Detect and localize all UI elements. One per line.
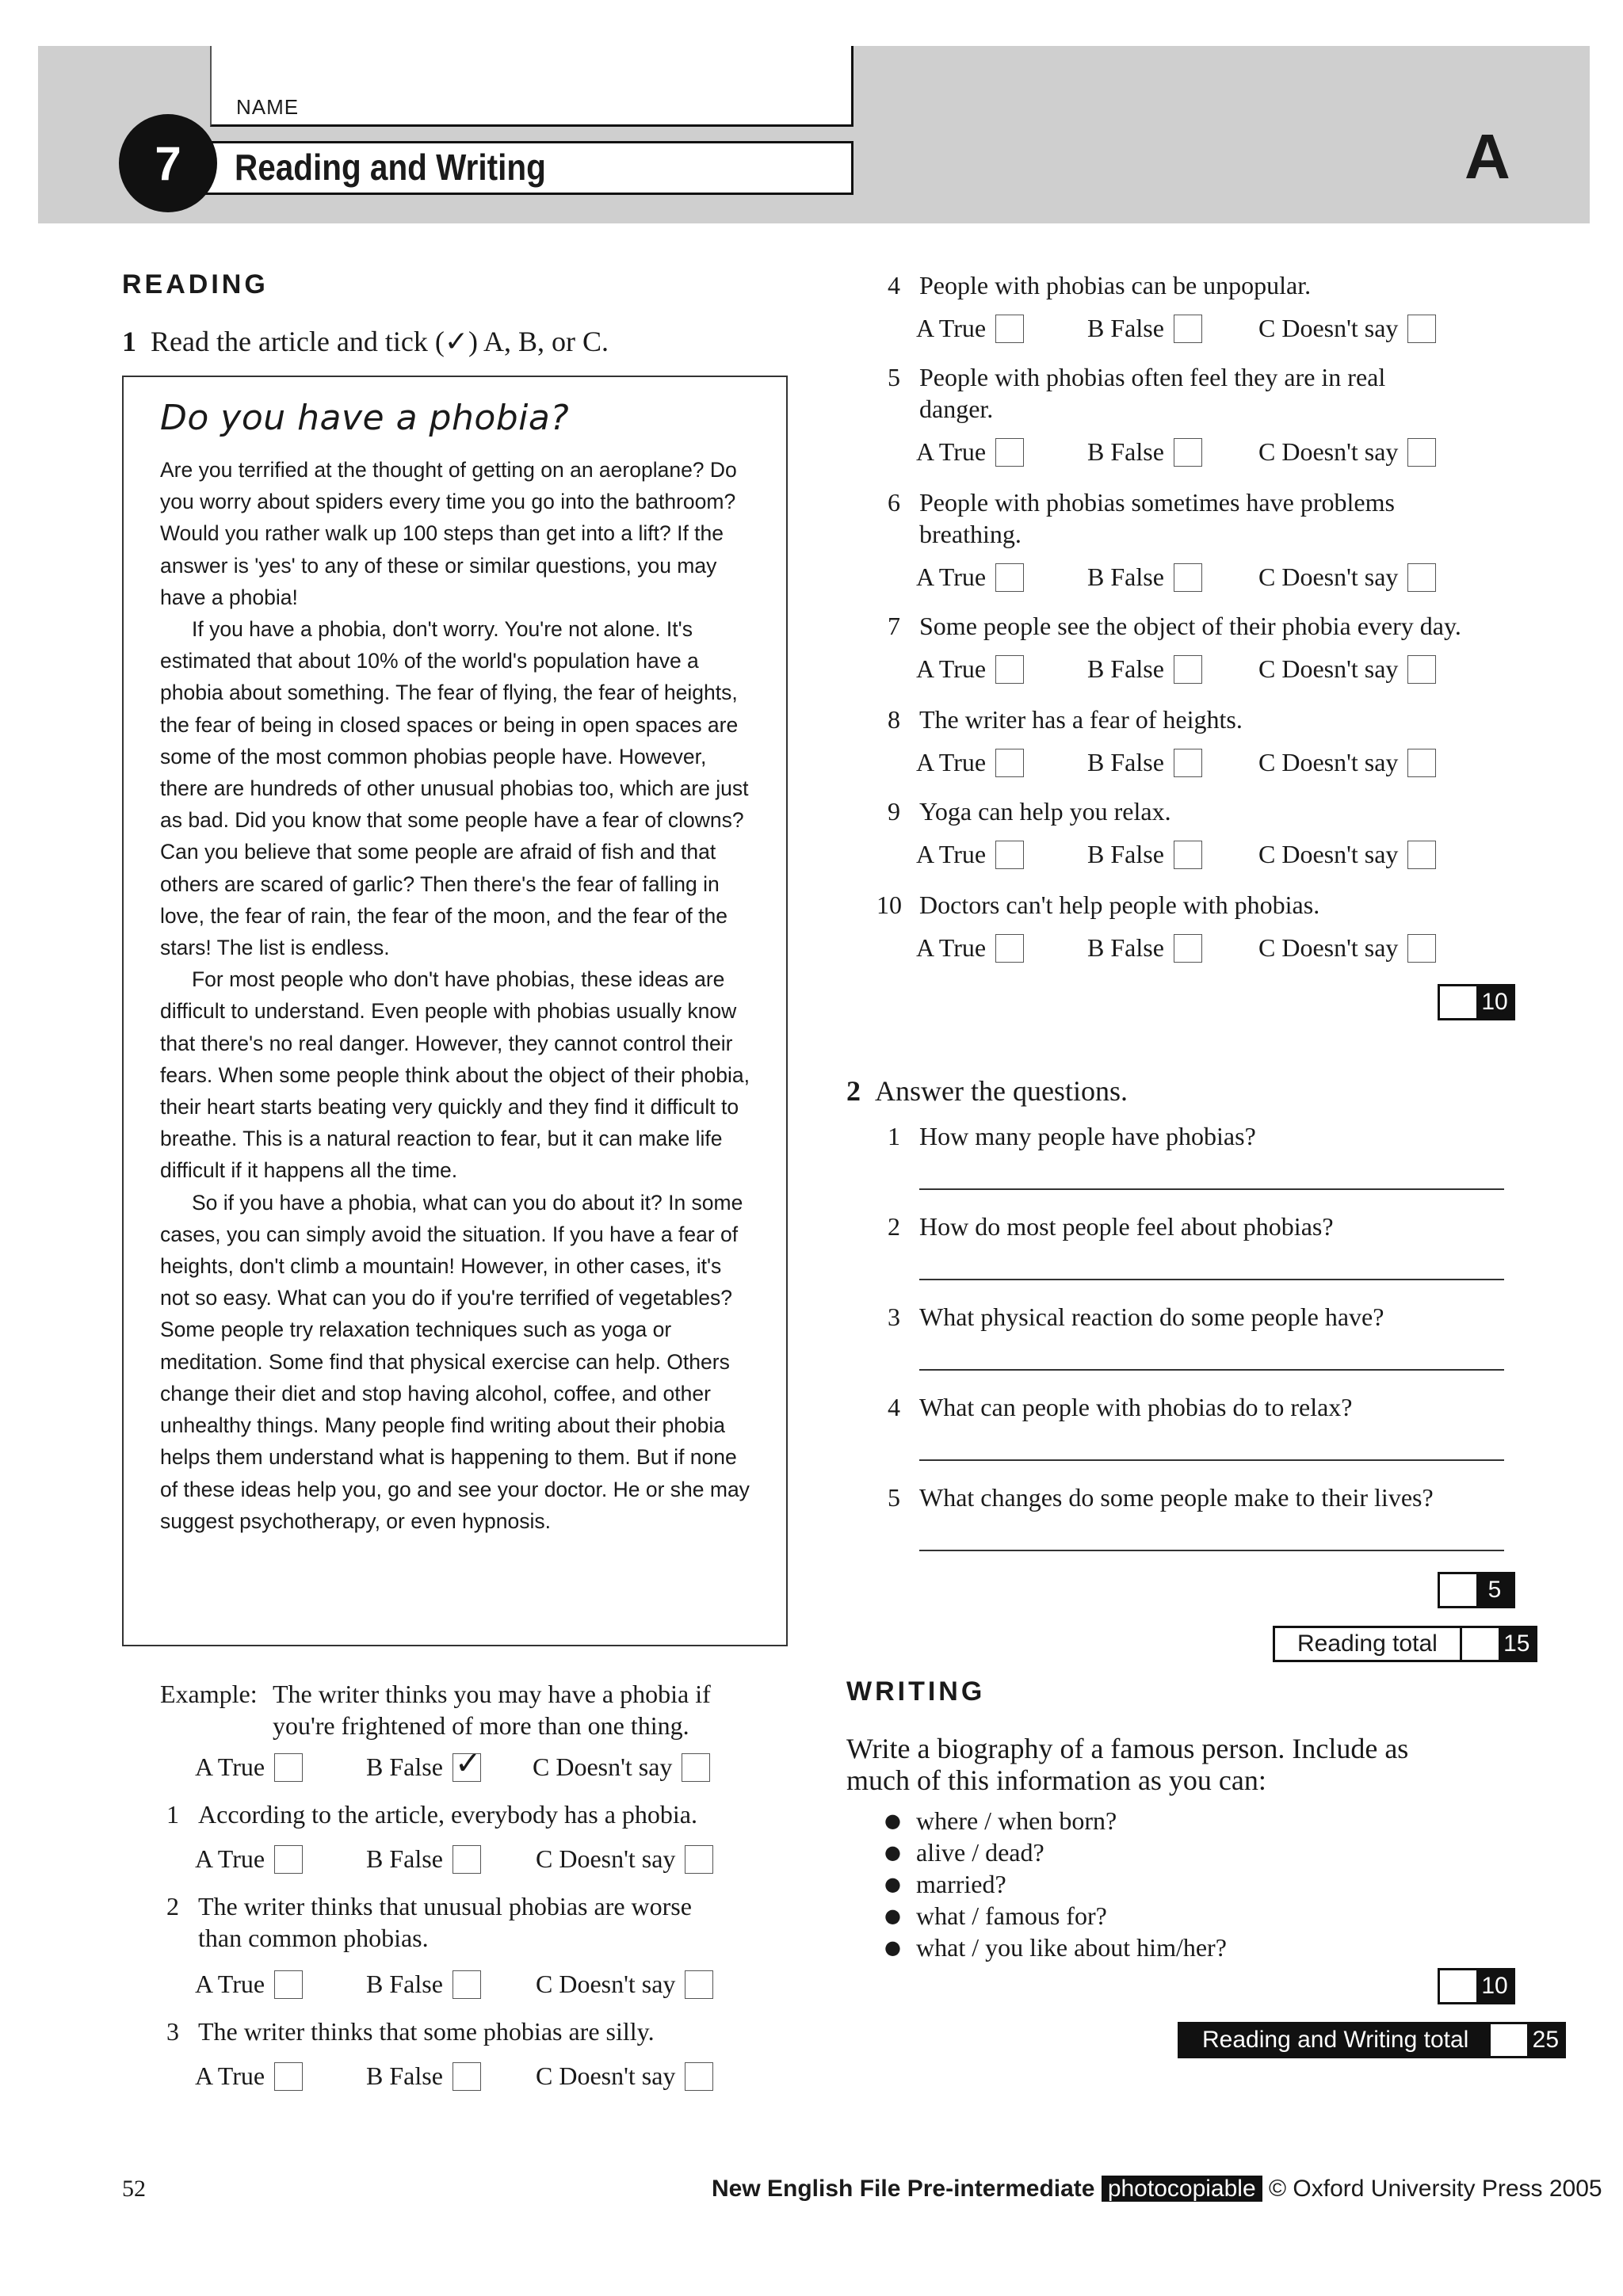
option-label: A True	[916, 840, 987, 868]
question-text: People with phobias sometimes have problems	[919, 488, 1395, 517]
checkbox-doesnt-say[interactable]	[1407, 749, 1436, 777]
option-a	[916, 748, 1024, 777]
option-label: A True	[916, 933, 987, 962]
checkbox-false[interactable]	[1174, 655, 1202, 684]
question-number: 5	[888, 363, 900, 391]
writing-heading: WRITING	[846, 1676, 986, 1707]
option-label: A True	[916, 437, 987, 466]
option-label: C Doesn't say	[1258, 933, 1399, 962]
option-a	[195, 1844, 303, 1874]
checkbox-doesnt-say[interactable]	[682, 1753, 710, 1782]
checkbox-doesnt-say[interactable]	[685, 1970, 713, 1999]
checkbox-false[interactable]	[453, 1970, 481, 1999]
question-number: 4	[888, 271, 900, 299]
exercise-2-score-box	[1438, 1572, 1515, 1608]
question-text: How do most people feel about phobias?	[919, 1212, 1334, 1241]
answer-line[interactable]	[919, 1459, 1504, 1461]
option-b	[1087, 437, 1202, 467]
option-label: A True	[916, 563, 987, 591]
question-number: 4	[888, 1393, 900, 1421]
option-label: C Doesn't say	[1258, 437, 1399, 466]
option-b	[1087, 840, 1202, 869]
question-number: 3	[888, 1302, 900, 1331]
article-paragraph: For most people who don't have phobias, these ideas are difficult to understand. Even people with phobias usually know that there's no real danger. However, they cannot control their fears. When some people think about the object of their phobia, their heart starts beating very quickly and they find it difficult to breathe. This is a natural reaction to fear, but it can make life difficult if it happens all the time.	[160, 967, 750, 1183]
question-text: breathing.	[919, 520, 1022, 548]
instruction-text: Answer the questions.	[875, 1075, 1128, 1107]
option-label: C Doesn't say	[1258, 563, 1399, 591]
question-text: The writer has a fear of heights.	[919, 705, 1243, 734]
option-a	[916, 654, 1024, 684]
option-c	[536, 1970, 713, 1999]
option-c	[1258, 437, 1436, 467]
option-a	[195, 1970, 303, 1999]
answer-line[interactable]	[919, 1279, 1504, 1280]
writing-score-box	[1438, 1968, 1515, 2004]
question-text: The writer thinks that unusual phobias are worse	[198, 1892, 692, 1920]
option-label: A True	[916, 748, 987, 776]
book-title: New English File	[712, 2176, 901, 2202]
reading-total-box	[1273, 1626, 1537, 1662]
option-a	[916, 840, 1024, 869]
score-entry[interactable]	[1440, 1574, 1476, 1606]
checkbox-false[interactable]	[1174, 841, 1202, 869]
checkbox-true[interactable]	[274, 1845, 303, 1874]
option-label: B False	[1087, 654, 1164, 683]
photocopiable-badge: photocopiable	[1102, 2176, 1262, 2202]
question-text: Doctors can't help people with phobias.	[919, 891, 1320, 919]
checkbox-true[interactable]	[995, 934, 1024, 963]
list-item: ● alive / dead?	[884, 1836, 1227, 1868]
question-text: How many people have phobias?	[919, 1122, 1256, 1150]
overall-total-score: 25	[1527, 2024, 1564, 2056]
checkbox-doesnt-say[interactable]	[1407, 438, 1436, 467]
list-item: ● married?	[884, 1868, 1227, 1900]
test-version-letter: A	[1465, 121, 1510, 192]
checkbox-true[interactable]	[995, 655, 1024, 684]
checkbox-false[interactable]	[453, 1745, 482, 1782]
option-a	[916, 437, 1024, 467]
option-label: C Doesn't say	[536, 2061, 676, 2090]
example-text: The writer thinks you may have a phobia if	[273, 1680, 711, 1708]
checkbox-doesnt-say[interactable]	[1407, 563, 1436, 592]
question-number: 7	[888, 612, 900, 640]
checkbox-true[interactable]	[995, 749, 1024, 777]
option-label: C Doesn't say	[1258, 654, 1399, 683]
exercise-number: 1	[122, 326, 136, 357]
name-field-box[interactable]	[210, 46, 854, 127]
checkbox-true[interactable]	[274, 1753, 303, 1782]
score-entry[interactable]	[1440, 1970, 1476, 2002]
question-number: 9	[888, 797, 900, 826]
option-b	[1087, 748, 1202, 777]
option-b	[366, 1745, 482, 1782]
checkbox-false[interactable]	[1174, 934, 1202, 963]
option-label: B False	[366, 1753, 443, 1781]
page-number: 52	[122, 2176, 146, 2202]
checkbox-doesnt-say[interactable]	[1407, 655, 1436, 684]
option-label: A True	[916, 654, 987, 683]
overall-total-box	[1178, 2022, 1566, 2058]
writing-instruction-line-1: Write a biography of a famous person. Include as	[846, 1733, 1409, 1764]
question-number: 2	[888, 1212, 900, 1241]
question-text: than common phobias.	[198, 1924, 429, 1952]
writing-prompt-list	[884, 1805, 1227, 1963]
question-text: The writer thinks that some phobias are silly.	[198, 2017, 655, 2046]
overall-total-label: Reading and Writing total	[1202, 2027, 1469, 2053]
question-number: 1	[166, 1800, 179, 1829]
answer-line[interactable]	[919, 1369, 1504, 1371]
checkbox-true[interactable]	[274, 2062, 303, 2091]
exercise-1-instruction	[122, 325, 609, 358]
option-label: A True	[195, 1753, 265, 1781]
exercise-number: 2	[846, 1075, 861, 1107]
question-text: Yoga can help you relax.	[919, 797, 1171, 826]
option-c	[1258, 314, 1436, 343]
option-label: B False	[1087, 563, 1164, 591]
answer-line[interactable]	[919, 1550, 1504, 1551]
option-label: C Doesn't say	[533, 1753, 673, 1781]
list-item: ● what / famous for?	[884, 1900, 1227, 1932]
option-label: C Doesn't say	[536, 1844, 676, 1873]
question-number: 2	[166, 1892, 179, 1920]
option-c	[1258, 563, 1436, 592]
option-label: B False	[1087, 840, 1164, 868]
option-b	[366, 1970, 481, 1999]
option-b	[1087, 314, 1202, 343]
checkbox-true[interactable]	[995, 438, 1024, 467]
option-label: C Doesn't say	[1258, 314, 1399, 342]
checkbox-true[interactable]	[274, 1970, 303, 1999]
instruction-text: Read the article and tick (✓) A, B, or C.	[151, 326, 609, 357]
question-text: People with phobias can be unpopular.	[919, 271, 1312, 299]
option-b	[366, 1844, 481, 1874]
article-paragraph: So if you have a phobia, what can you do about it? In some cases, you can simply avoid the situation. If you have a fear of heights, don't climb a mountain! However, in other cases, it's not so easy. What can you do if you're terrified of vegetables? Some people try relaxation techniques such as yoga or meditation. Some find that physical exercise can help. Others change their diet and stop having alcohol, coffee, and other unhealthy things. Many people find writing about their phobia helps them understand what is happening to them. But if none of these ideas help you, go and see your doctor. He or she may suggest psychotherapy, or even hypnosis.	[160, 1190, 750, 1533]
option-label: A True	[916, 314, 987, 342]
option-a	[195, 1753, 303, 1782]
checkbox-false[interactable]	[1174, 315, 1202, 343]
reading-heading: READING	[122, 269, 269, 299]
checkbox-doesnt-say[interactable]	[685, 1845, 713, 1874]
question-text: What changes do some people make to their lives?	[919, 1483, 1434, 1512]
checkbox-doesnt-say[interactable]	[1407, 315, 1436, 343]
option-b	[1087, 563, 1202, 592]
score-entry[interactable]	[1440, 986, 1476, 1018]
score-entry[interactable]	[1491, 2024, 1527, 2056]
option-label: A True	[195, 1844, 265, 1873]
option-label: B False	[1087, 314, 1164, 342]
option-label: B False	[366, 2061, 443, 2090]
check-mark-icon: ✓	[454, 1745, 482, 1782]
option-label: B False	[1087, 748, 1164, 776]
unit-title: Reading and Writing	[235, 147, 546, 188]
article-box	[122, 376, 788, 1646]
option-label: B False	[366, 1844, 443, 1873]
option-label: A True	[195, 1970, 265, 1998]
option-c	[536, 1844, 713, 1874]
option-c	[1258, 840, 1436, 869]
question-text: According to the article, everybody has a phobia.	[198, 1800, 697, 1829]
question-number: 10	[876, 891, 902, 919]
option-a	[916, 314, 1024, 343]
option-b	[1087, 654, 1202, 684]
article-paragraph: Are you terrified at the thought of getting on an aeroplane? Do you worry about spiders every time you go into the bathroom? Would you rather walk up 100 steps than get into a lift? If the answer is 'yes' to any of these or similar questions, you may have a phobia!	[160, 458, 737, 609]
checkbox-doesnt-say[interactable]	[1407, 841, 1436, 869]
option-b	[1087, 933, 1202, 963]
option-label: B False	[366, 1970, 443, 1998]
checkbox-false[interactable]	[453, 1845, 481, 1874]
option-c	[1258, 748, 1436, 777]
question-text: danger.	[919, 395, 994, 423]
footer-credits	[712, 2176, 1602, 2203]
question-text: What physical reaction do some people have?	[919, 1302, 1384, 1331]
checkbox-true[interactable]	[995, 841, 1024, 869]
example-label: Example:	[160, 1680, 258, 1708]
option-label: A True	[195, 2061, 265, 2090]
option-a	[916, 933, 1024, 963]
question-text: People with phobias often feel they are in real	[919, 363, 1386, 391]
option-c	[1258, 933, 1436, 963]
list-item: ● where / when born?	[884, 1805, 1227, 1836]
checkbox-false[interactable]	[1174, 563, 1202, 592]
checkbox-true[interactable]	[995, 563, 1024, 592]
answer-line[interactable]	[919, 1188, 1504, 1190]
reading-total-score: 15	[1499, 1628, 1535, 1660]
writing-instruction-line-2: much of this information as you can:	[846, 1764, 1266, 1796]
option-c	[536, 2061, 713, 2091]
question-number: 3	[166, 2017, 179, 2046]
reading-total-label: Reading total	[1275, 1628, 1462, 1660]
option-label: B False	[1087, 437, 1164, 466]
option-a	[195, 2061, 303, 2091]
example-text: you're frightened of more than one thing.	[273, 1711, 689, 1740]
score-entry[interactable]	[1462, 1628, 1499, 1660]
option-c	[533, 1753, 710, 1782]
question-number: 5	[888, 1483, 900, 1512]
name-label: NAME	[236, 95, 300, 119]
copyright: © Oxford University Press 2005	[1268, 2176, 1602, 2202]
option-label: B False	[1087, 933, 1164, 962]
article-title: Do you have a phobia?	[160, 398, 570, 438]
unit-number-badge: 7	[119, 114, 217, 212]
option-label: C Doesn't say	[536, 1970, 676, 1998]
checkbox-false[interactable]	[1174, 438, 1202, 467]
option-label: C Doesn't say	[1258, 840, 1399, 868]
checkbox-false[interactable]	[453, 2062, 481, 2091]
article-paragraph: If you have a phobia, don't worry. You're not alone. It's estimated that about 10% of the world's population have a phobia about something. The fear of flying, the fear of heights, the fear of being in closed spaces or being in open spaces are some of the most common phobias people have. However, there are hundreds of other unusual phobias too, which are just as bad. Did you know that some people have a fear of clowns? Can you believe that some people are afraid of fish and that others are scared of garlic? Then there's the fear of falling in love, the fear of rain, the fear of the moon, and the fear of the stars! The list is endless.	[160, 617, 749, 960]
list-item: ● what / you like about him/her?	[884, 1932, 1227, 1963]
question-text: Some people see the object of their phobia every day.	[919, 612, 1461, 640]
score-max: 10	[1476, 986, 1513, 1018]
question-text: What can people with phobias do to relax?	[919, 1393, 1353, 1421]
score-max: 10	[1476, 1970, 1513, 2002]
exercise-1-score-box	[1438, 984, 1515, 1020]
exercise-2-instruction	[846, 1074, 1128, 1108]
checkbox-true[interactable]	[995, 315, 1024, 343]
question-number: 1	[888, 1122, 900, 1150]
book-level: Pre-intermediate	[907, 2176, 1095, 2202]
score-max: 5	[1476, 1574, 1513, 1606]
option-a	[916, 563, 1024, 592]
option-b	[366, 2061, 481, 2091]
option-c	[1258, 654, 1436, 684]
option-label: C Doesn't say	[1258, 748, 1399, 776]
checkbox-false[interactable]	[1174, 749, 1202, 777]
question-number: 6	[888, 488, 900, 517]
question-number: 8	[888, 705, 900, 734]
checkbox-doesnt-say[interactable]	[685, 2062, 713, 2091]
checkbox-doesnt-say[interactable]	[1407, 934, 1436, 963]
